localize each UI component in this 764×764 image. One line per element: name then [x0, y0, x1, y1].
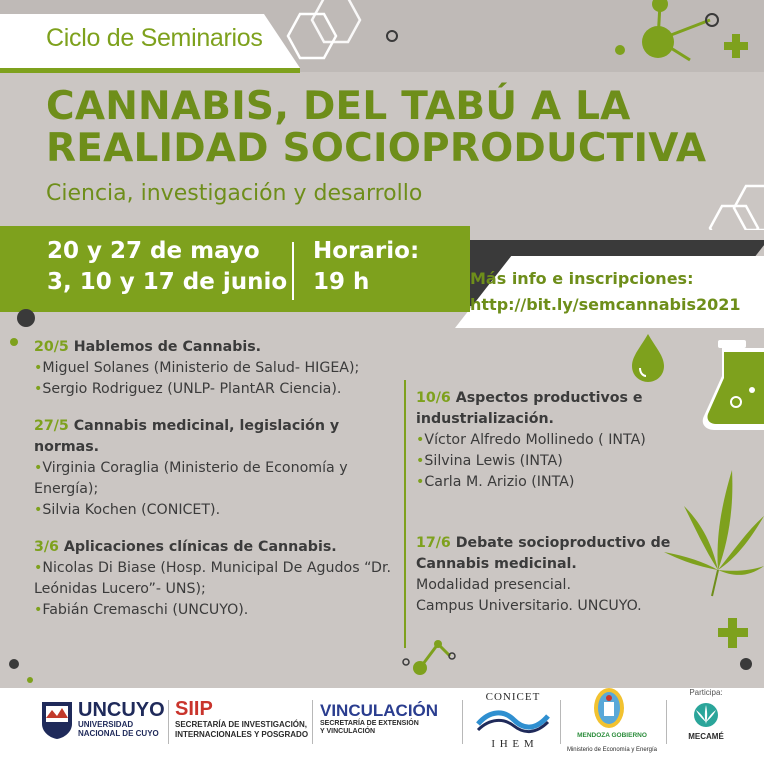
dot-icon — [9, 659, 19, 669]
mendoza-emblem-icon — [592, 686, 626, 730]
sessions-left — [34, 337, 402, 637]
speaker-item: •Miguel Solanes (Ministerio de Salud- HIGEA); — [34, 360, 360, 376]
session-detail: Modalidad presencial. — [416, 577, 571, 593]
session-3-6 — [34, 537, 402, 621]
session-17-6 — [416, 533, 716, 617]
session-detail: Campus Universitario. UNCUYO. — [416, 598, 642, 614]
sessions-right — [416, 388, 716, 633]
title-line-1: CANNABIS, DEL TABÚ A LA — [46, 84, 631, 129]
session-date: 27/5 — [34, 418, 69, 434]
bullet-icon: • — [34, 602, 43, 618]
column-divider — [404, 380, 406, 648]
molecule-icon — [403, 640, 455, 675]
bullet-icon: • — [416, 474, 425, 490]
conicet-logo: CONICET — [485, 691, 541, 703]
dates-block — [47, 236, 287, 298]
session-date: 20/5 — [34, 339, 69, 355]
dates-line-2: 3, 10 y 17 de junio — [47, 269, 288, 295]
speaker-item: •Silvia Kochen (CONICET). — [34, 502, 221, 518]
session-20-5 — [34, 337, 402, 400]
uncuyo-emblem-icon — [40, 700, 74, 740]
footer-separator — [560, 700, 561, 744]
speaker-item: •Silvina Lewis (INTA) — [416, 453, 563, 469]
mecame-logo: MECAMÉ — [688, 732, 724, 741]
plus-icon — [724, 34, 748, 58]
session-title: Cannabis medicinal, legislación y normas. — [34, 418, 340, 455]
speaker-item: •Nicolas Di Biase (Hosp. Municipal De Agudos “Dr. Leónidas Lucero”- UNS); — [34, 560, 392, 597]
speaker-item: •Carla M. Arizio (INTA) — [416, 474, 575, 490]
mecame-leaf-icon — [690, 702, 722, 728]
mendoza-logo: MENDOZA GOBIERNO Ministerio de Economía y Energía — [566, 732, 658, 753]
subtitle: Ciencia, investigación y desarrollo — [46, 181, 423, 206]
footer-separator — [312, 700, 313, 744]
top-accent-line — [0, 68, 300, 73]
bullet-icon: • — [34, 560, 43, 576]
dot-icon — [10, 338, 18, 346]
session-date: 17/6 — [416, 535, 451, 551]
ihem-label: I H E M — [491, 738, 535, 750]
dates-line-1: 20 y 27 de mayo — [47, 238, 260, 264]
dot-icon — [740, 658, 752, 670]
bullet-icon: • — [34, 502, 43, 518]
speaker-item: •Fabián Cremaschi (UNCUYO). — [34, 602, 249, 618]
participa-label: Participa: — [689, 688, 723, 697]
session-27-5 — [34, 416, 402, 521]
session-title: Aspectos productivos e industrialización. — [416, 390, 643, 427]
bullet-icon: • — [34, 460, 43, 476]
main-title — [46, 86, 706, 170]
bullet-icon: • — [416, 432, 425, 448]
droplet-icon — [632, 334, 664, 382]
bullet-icon: • — [34, 381, 43, 397]
uncuyo-logo: UNCUYO UNIVERSIDAD NACIONAL DE CUYO — [78, 699, 165, 738]
dates-divider — [292, 242, 294, 300]
session-date: 10/6 — [416, 390, 451, 406]
speaker-item: •Víctor Alfredo Mollinedo ( INTA) — [416, 432, 646, 448]
ihem-waves-icon — [476, 706, 550, 734]
bullet-icon: • — [34, 360, 43, 376]
molecule-node-icon — [387, 31, 397, 41]
footer-separator — [462, 700, 463, 744]
speaker-item: •Virginia Coraglia (Ministerio de Economía y Energía); — [34, 460, 348, 497]
series-label: Ciclo de Seminarios — [46, 24, 263, 52]
hexagon-icon — [734, 186, 764, 230]
vinculacion-logo: VINCULACIÓN SECRETARÍA DE EXTENSIÓN Y VINCULACIÓN — [320, 701, 439, 735]
bullet-icon: • — [416, 453, 425, 469]
info-link[interactable]: http://bit.ly/semcannabis2021 — [470, 295, 741, 314]
info-label: Más info e inscripciones: — [470, 269, 694, 288]
session-title: Aplicaciones clínicas de Cannabis. — [58, 539, 337, 555]
session-date: 3/6 — [34, 539, 59, 555]
session-10-6 — [416, 388, 716, 493]
plus-icon — [718, 618, 748, 648]
molecule-node-icon — [615, 45, 625, 55]
title-line-2: REALIDAD SOCIOPRODUCTIVA — [46, 126, 707, 171]
dot-icon — [17, 309, 35, 327]
siip-logo: SIIP SECRETARÍA DE INVESTIGACIÓN, INTERNACIONALES Y POSGRADO — [175, 698, 309, 739]
speaker-item: •Sergio Rodriguez (UNLP- PlantAR Ciencia). — [34, 381, 342, 397]
horario-block — [313, 236, 419, 298]
horario-label: Horario: — [313, 238, 420, 264]
molecule-node-icon — [642, 26, 674, 58]
molecule-node-icon — [652, 0, 668, 12]
dot-icon — [27, 677, 33, 683]
horario-value: 19 h — [313, 269, 370, 295]
footer-separator — [666, 700, 667, 744]
footer-separator — [168, 700, 169, 744]
session-title: Debate socioproductivo de Cannabis medicinal. — [416, 535, 671, 572]
session-title: Hablemos de Cannabis. — [68, 339, 262, 355]
